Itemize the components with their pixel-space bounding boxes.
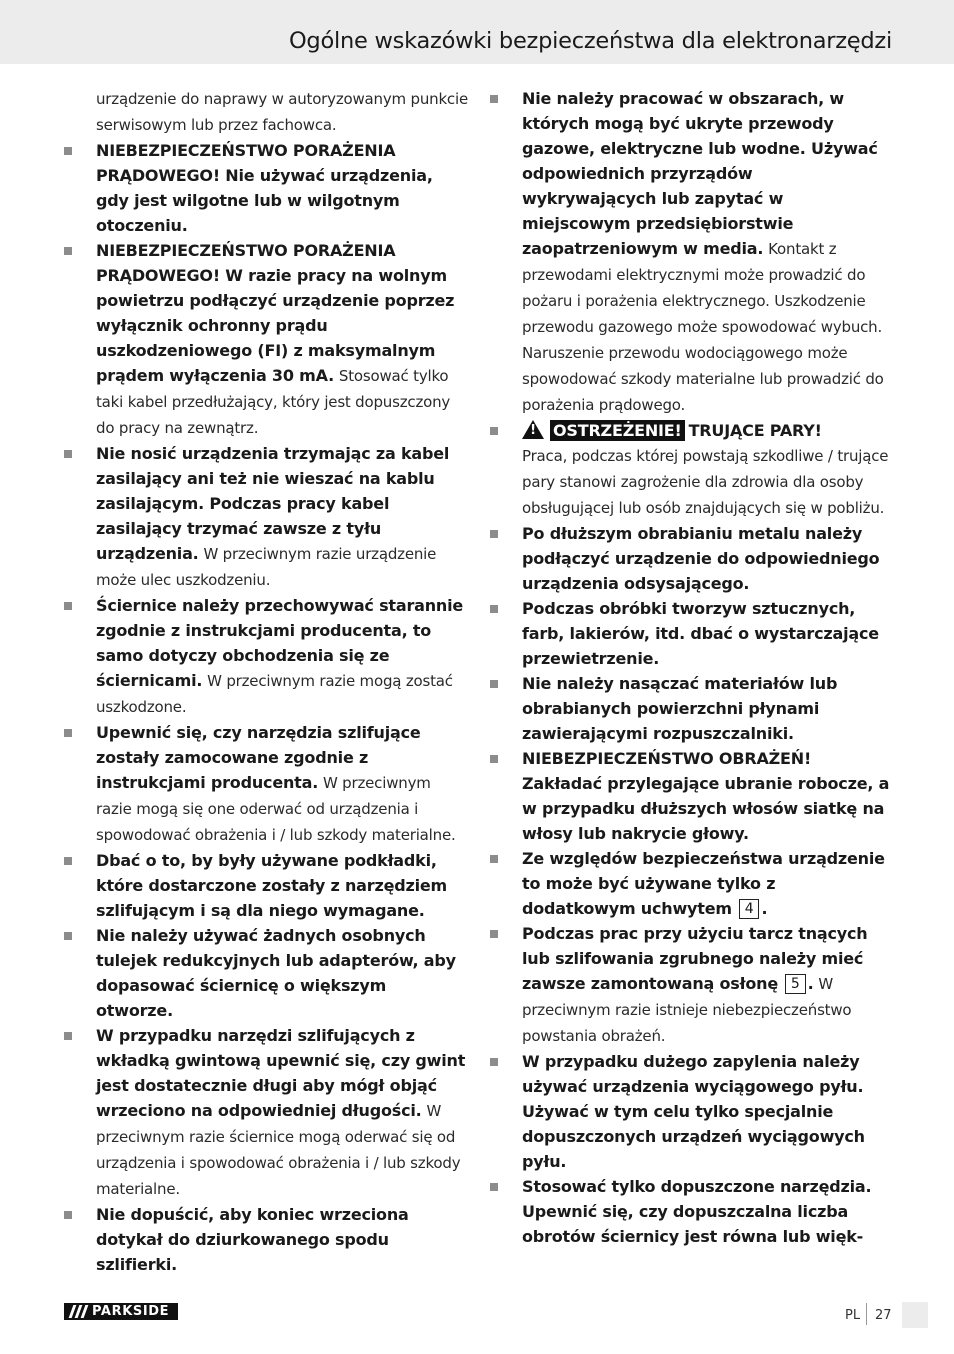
bullet-icon bbox=[64, 602, 72, 610]
language-code: PL bbox=[845, 1308, 861, 1323]
part-reference: 5 bbox=[785, 974, 806, 994]
bullet-icon bbox=[490, 1058, 498, 1066]
bullet-icon bbox=[490, 930, 498, 938]
bullet-icon bbox=[64, 247, 72, 255]
warning-item: !OSTRZEŻENIE! TRUJĄCE PARY! Praca, podczas której powstają szkodliwe / trujące pary stanowi zagrożenie dla zdrowia dla osoby obsługującej lub osób znajdujących się w pobliżu. bbox=[522, 418, 892, 521]
bullet-icon bbox=[490, 530, 498, 538]
list-item: Po dłuższym obrabianiu metalu należy podłączyć urządzenie do odpowiedniego urządzenia odsysającego. bbox=[522, 521, 892, 596]
bullet-icon bbox=[64, 1032, 72, 1040]
bullet-icon bbox=[490, 427, 498, 435]
right-column bbox=[522, 86, 892, 1249]
list-item: W przypadku dużego zapylenia należy używać urządzenia wyciągowego pyłu. Używać w tym celu tylko specjalnie dopuszczonych urządzeń wyciągowych pyłu. bbox=[522, 1049, 892, 1174]
bullet-icon bbox=[490, 605, 498, 613]
list-item: Nie należy pracować w obszarach, w których mogą być ukryte przewody gazowe, elektryczne lub wodne. Używać odpowiednich przyrządów wykrywających lub zapytać w miejscowym przedsiębiorstwie zaopatrzeniowym w media. Kontakt z przewodami elektrycznymi może prowadzić do pożaru i porażenia elektrycznego. Uszkodzenie przewodu gazowego może spowodować wybuch. Naruszenie przewodu wodociągowego może spowodować szkody materialne lub prowadzić do porażenia prądowego. bbox=[522, 86, 892, 418]
bullet-icon bbox=[490, 95, 498, 103]
bullet-icon bbox=[490, 1183, 498, 1191]
list-item: Nie nosić urządzenia trzymając za kabel zasilający ani też nie wieszać na kablu zasilającym. Podczas pracy kabel zasilający trzymać zawsze z tyłu urządzenia. W przeciwnym razie urządzenie może ulec uszkodzeniu. bbox=[96, 441, 468, 593]
bullet-icon bbox=[64, 450, 72, 458]
list-item: NIEBEZPIECZEŃSTWO OBRAŻEŃ! Zakładać przylegające ubranie robocze, a w przypadku dłuższych włosów siatkę na włosy lub nakrycie głowy. bbox=[522, 746, 892, 846]
list-item: NIEBEZPIECZEŃSTWO PORAŻENIA PRĄDOWEGO! W razie pracy na wolnym powietrzu podłączyć urządzenie poprzez wyłącznik ochronny prądu uszkodzeniowego (FI) z maksymalnym prądem wyłączenia 30 mA. Stosować tylko taki kabel przedłużający, który jest dopuszczony do pracy na zewnątrz. bbox=[96, 238, 468, 441]
bullet-icon bbox=[490, 680, 498, 688]
bullet-icon bbox=[64, 729, 72, 737]
bullet-icon bbox=[490, 755, 498, 763]
bullet-icon bbox=[64, 857, 72, 865]
page-title: Ogólne wskazówki bezpieczeństwa dla elektronarzędzi bbox=[288, 28, 892, 54]
bullet-icon bbox=[64, 932, 72, 940]
brand-logo bbox=[64, 1303, 178, 1320]
list-item: NIEBEZPIECZEŃSTWO PORAŻENIA PRĄDOWEGO! Nie używać urządzenia, gdy jest wilgotne lub w wilgotnym otoczeniu. bbox=[96, 138, 468, 238]
footer-divider bbox=[866, 1303, 867, 1325]
list-item: Podczas prac przy użyciu tarcz tnących lub szlifowania zgrubnego należy mieć zawsze zamontowaną osłonę 5 . W przeciwnym razie istnieje niebezpieczeństwo powstania obrażeń. bbox=[522, 921, 892, 1049]
list-item: Nie dopuścić, aby koniec wrzeciona dotykał do dziurkowanego spodu szlifierki. bbox=[96, 1202, 468, 1277]
bullet-icon bbox=[64, 147, 72, 155]
brand-name: PARKSIDE bbox=[92, 1304, 170, 1319]
bullet-icon bbox=[490, 855, 498, 863]
warning-triangle-icon bbox=[522, 420, 544, 439]
list-item: W przypadku narzędzi szlifujących z wkładką gwintową upewnić się, czy gwint jest dostatecznie długi aby mógł objąć wrzeciono na odpowiedniej długości. W przeciwnym razie ściernice mogą oderwać się od urządzenia i spowodować obrażenia i / lub szkody materialne. bbox=[96, 1023, 468, 1202]
warning-badge: OSTRZEŻENIE! bbox=[550, 420, 685, 441]
list-item: Stosować tylko dopuszczone narzędzia. Upewnić się, czy dopuszczalna liczba obrotów ściernicy jest równa lub więk- bbox=[522, 1174, 892, 1249]
left-column bbox=[96, 86, 468, 1277]
list-item: Podczas obróbki tworzyw sztucznych, farb, lakierów, itd. dbać o wystarczające przewietrzenie. bbox=[522, 596, 892, 671]
list-item: Dbać o to, by były używane podkładki, które dostarczone zostały z narzędziem szlifującym i są dla niego wymagane. bbox=[96, 848, 468, 923]
list-item: Upewnić się, czy narzędzia szlifujące zostały zamocowane zgodnie z instrukcjami producenta. W przeciwnym razie mogą się one oderwać od urządzenia i spowodować obrażenia i / lub szkody materialne. bbox=[96, 720, 468, 848]
list-item: Nie należy używać żadnych osobnych tulejek redukcyjnych lub adapterów, aby dopasować ściernicę o większym otworze. bbox=[96, 923, 468, 1023]
page-number: 27 bbox=[875, 1308, 892, 1323]
logo-stripes-icon bbox=[68, 1303, 90, 1320]
list-item: Ze względów bezpieczeństwa urządzenie to może być używane tylko z dodatkowym uchwytem 4 . bbox=[522, 846, 892, 921]
list-item: Nie należy nasączać materiałów lub obrabianych powierzchni płynami zawierającymi rozpuszczalniki. bbox=[522, 671, 892, 746]
part-reference: 4 bbox=[739, 899, 760, 919]
list-item-continuation: urządzenie do naprawy w autoryzowanym punkcie serwisowym lub przez fachowca. bbox=[96, 90, 468, 134]
list-item: Ściernice należy przechowywać starannie zgodnie z instrukcjami producenta, to samo dotyczy obchodzenia się ze ściernicami. W przeciwnym razie mogą zostać uszkodzone. bbox=[96, 593, 468, 720]
bullet-icon bbox=[64, 1211, 72, 1219]
footer-tab-marker bbox=[902, 1302, 928, 1328]
